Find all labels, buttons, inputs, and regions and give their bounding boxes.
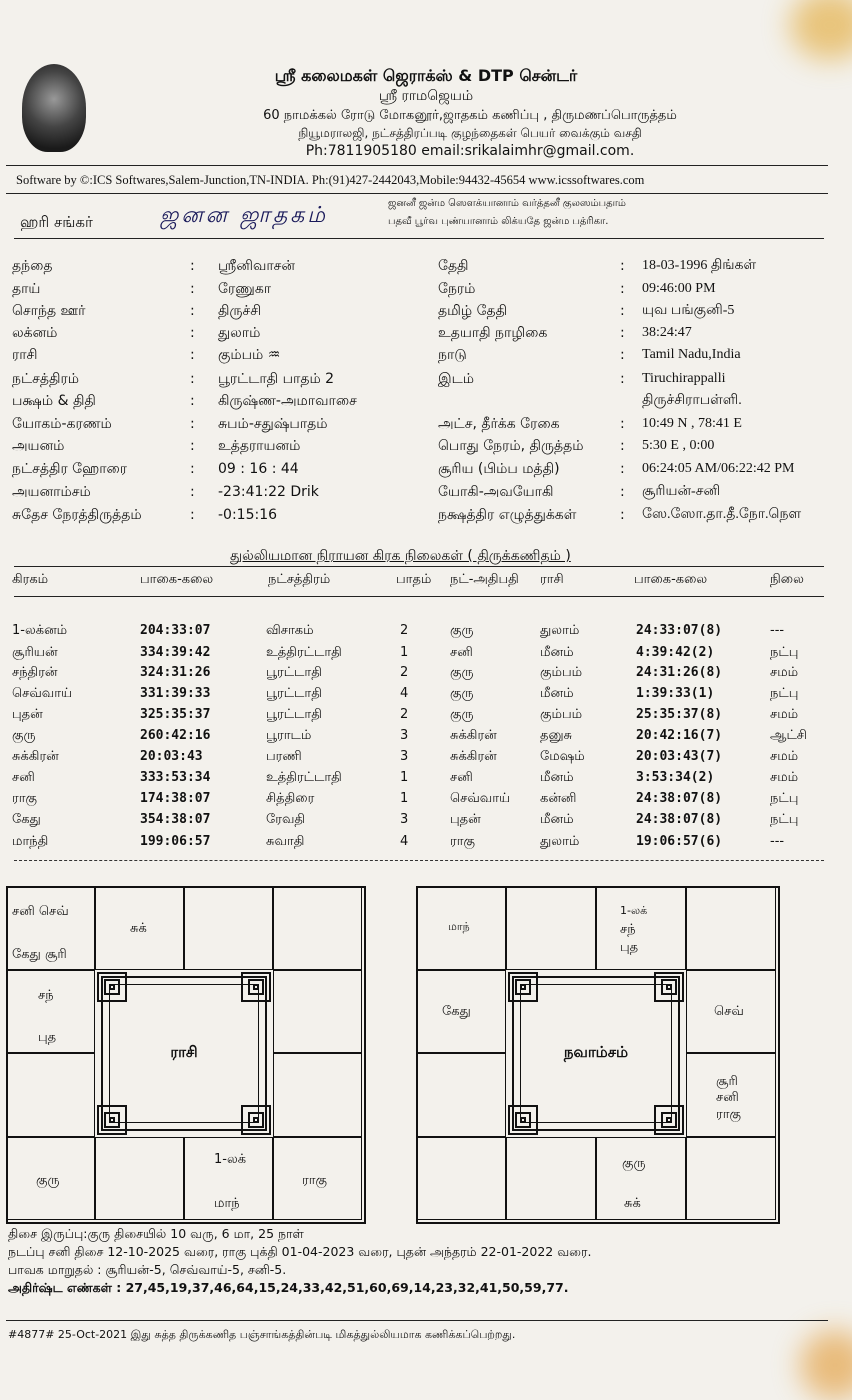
detail-value: ஸே.ஸோ.தா.தீ.நோ.நௌ [642, 507, 802, 522]
rasi-planet: குரு [36, 1173, 60, 1188]
chart-corner-ornament [508, 972, 538, 1002]
table-cell: 2 [400, 623, 409, 638]
lucky-numbers: அதிர்ஷ்ட எண்கள் : 27,45,19,37,46,64,15,24,33,42,51,60,69,14,23,32,41,50,59,77. [8, 1280, 569, 1295]
table-cell: கும்பம் [540, 707, 583, 722]
table-cell: குரு [450, 665, 474, 680]
table-header: நிலை [770, 572, 804, 587]
colon: : [620, 281, 625, 297]
detail-label: அயனாம்சம் [12, 484, 91, 500]
divider [6, 193, 828, 194]
table-cell: சந்திரன் [12, 665, 58, 680]
computation-note: #4877# 25-Oct-2021 இது சுத்த திருக்கணித பஞ்சாங்கத்தின்படி மிகத்துல்லியமாக கணிக்கப்பெற்றது. [8, 1328, 516, 1341]
colon: : [620, 438, 625, 454]
chart-house [416, 1137, 506, 1221]
navamsa-planet: மாந் [448, 920, 470, 933]
detail-label: யோகம்-கரணம் [12, 416, 112, 432]
table-cell: 325:35:37 [140, 707, 211, 722]
table-cell: ஆட்சி [770, 728, 807, 743]
bhava-change: பாவக மாறுதல் : சூரியன்-5, செவ்வாய்-5, சனி-5. [8, 1262, 287, 1277]
table-cell: கன்னி [540, 791, 577, 806]
divider [14, 238, 824, 239]
table-cell: மாந்தி [12, 834, 49, 849]
table-cell: குரு [450, 623, 474, 638]
detail-value: ஸ்ரீனிவாசன் [218, 258, 295, 274]
colon: : [620, 347, 625, 363]
table-cell: மீனம் [540, 645, 574, 660]
document-title: ஜனன ஜாதகம் [160, 203, 328, 228]
table-cell: குரு [450, 686, 474, 701]
table-cell: 174:38:07 [140, 791, 211, 806]
rasi-planet: ராகு [302, 1173, 327, 1188]
chart-corner-ornament [241, 972, 271, 1002]
table-cell: 331:39:33 [140, 686, 211, 701]
table-header: நட்-அதிபதி [450, 572, 519, 587]
detail-label: அட்ச, தீர்க்க ரேகை [438, 416, 560, 432]
table-cell: மீனம் [540, 812, 574, 827]
colon: : [620, 507, 625, 523]
detail-value: Tiruchirappalli [642, 371, 726, 386]
chart-house [95, 1137, 184, 1221]
table-cell: கேது [12, 812, 41, 827]
chart-house [506, 1137, 596, 1221]
table-cell: 1 [400, 645, 409, 660]
divider [14, 596, 824, 597]
detail-label: உதயாதி நாழிகை [438, 325, 548, 341]
table-cell: 20:03:43(7) [636, 749, 723, 764]
colon: : [620, 258, 625, 274]
table-cell: விசாகம் [266, 623, 314, 638]
detail-label: சொந்த ஊர் [12, 303, 86, 319]
detail-value: சூரியன்-சனி [642, 484, 721, 499]
colon: : [190, 325, 195, 341]
table-cell: துலாம் [540, 834, 580, 849]
shop-name: ஸ்ரீ கலைமகள் ஜெராக்ஸ் & DTP சென்டர் [274, 66, 578, 85]
table-cell: நட்பு [770, 791, 799, 806]
detail-label: நக்ஷத்திர எழுத்துக்கள் [438, 507, 577, 523]
rasi-planet: புத [38, 1030, 57, 1045]
detail-label: நட்சத்திர ஹோரை [12, 461, 128, 477]
detail-value: 10:49 N , 78:41 E [642, 416, 742, 431]
table-cell: 334:39:42 [140, 645, 211, 660]
planet-table-title: துல்லியமான நிராயன கிரக நிலைகள் ( திருக்கணிதம் ) [230, 548, 571, 564]
colon: : [620, 303, 625, 319]
contact-line: Ph:7811905180 email:srikalaimhr@gmail.com. [305, 143, 635, 159]
chart-house [273, 970, 362, 1054]
chart-corner-ornament [97, 972, 127, 1002]
navamsa-planet: சுக் [624, 1196, 641, 1211]
detail-value: கிருஷ்ண-அமாவாசை [218, 393, 357, 409]
navamsa-title: நவாம்சம் [563, 1043, 629, 1061]
detail-label: நேரம் [438, 281, 476, 297]
table-cell: சனி [12, 770, 35, 785]
colon: : [190, 461, 195, 477]
table-cell: உத்திரட்டாதி [266, 645, 342, 660]
table-cell: புதன் [12, 707, 43, 722]
chart-house [416, 1053, 506, 1137]
detail-value: 09:46:00 PM [642, 281, 716, 296]
services-line: நியூமராலஜி, நட்சத்திரப்படி குழந்தைகள் பெயர் வைக்கும் வசதி [298, 126, 642, 140]
table-cell: கும்பம் [540, 665, 583, 680]
detail-label: தந்தை [12, 258, 53, 274]
table-cell: சுவாதி [266, 834, 305, 849]
table-cell: 1 [400, 791, 409, 806]
detail-value: -0:15:16 [218, 507, 278, 523]
chart-corner-ornament [654, 972, 684, 1002]
navamsa-planet: குரு [622, 1156, 646, 1171]
colon: : [190, 507, 195, 523]
table-cell: 2 [400, 707, 409, 722]
chart-house [596, 1137, 686, 1221]
divider [6, 165, 828, 166]
software-line: Software by ©:ICS Softwares,Salem-Junction,TN-INDIA. Ph:(91)427-2442043,Mobile:94432-45654 www.icssoftwares.com [16, 173, 645, 187]
detail-value: சுபம்-சதுஷ்பாதம் [218, 416, 328, 432]
colon: : [190, 393, 195, 409]
table-cell: சூரியன் [12, 645, 58, 660]
table-cell: 1-லக்னம் [12, 623, 68, 638]
table-header: பாகை-கலை [140, 572, 214, 587]
table-cell: பூரட்டாதி [266, 686, 322, 701]
table-cell: பூரட்டாதி [266, 707, 322, 722]
table-cell: 3 [400, 812, 409, 827]
detail-value: 09 : 16 : 44 [218, 461, 299, 477]
chart-house [273, 886, 362, 970]
table-cell: 3:53:34(2) [636, 770, 715, 785]
table-cell: செவ்வாய் [450, 791, 511, 806]
detail-label: தமிழ் தேதி [438, 303, 508, 319]
detail-label: நட்சத்திரம் [12, 371, 79, 387]
table-cell: மேஷம் [540, 749, 585, 764]
table-cell: மீனம் [540, 686, 574, 701]
table-cell: --- [770, 834, 785, 849]
detail-label: தாய் [12, 281, 41, 297]
table-cell: உத்திரட்டாதி [266, 770, 342, 785]
table-cell: பூரட்டாதி [266, 665, 322, 680]
chart-corner-ornament [508, 1105, 538, 1135]
table-cell: 3 [400, 749, 409, 764]
table-cell: 24:31:26(8) [636, 665, 723, 680]
table-header: பாதம் [396, 572, 432, 587]
table-header: ராசி [540, 572, 564, 587]
colon: : [190, 484, 195, 500]
dasa-balance: திசை இருப்பு:குரு திசையில் 10 வரு, 6 மா, 25 நாள் [8, 1226, 304, 1241]
detail-label: தேதி [438, 258, 469, 274]
chart-house [273, 1053, 362, 1137]
table-cell: 2 [400, 665, 409, 680]
rasi-planet: கேது சூரி [12, 947, 67, 962]
detail-value: யுவ பங்குனி-5 [642, 303, 735, 318]
table-cell: 199:06:57 [140, 834, 211, 849]
chart-house [686, 886, 776, 970]
divider [14, 860, 824, 861]
detail-label: அயனம் [12, 438, 65, 454]
detail-value: 38:24:47 [642, 325, 692, 340]
detail-label: ராசி [12, 347, 38, 363]
colon: : [190, 258, 195, 274]
table-cell: 24:38:07(8) [636, 791, 723, 806]
table-cell: நட்பு [770, 686, 799, 701]
detail-label: நாடு [438, 347, 467, 363]
table-cell: ராகு [12, 791, 37, 806]
chart-house [596, 886, 686, 970]
table-cell: சுக்கிரன் [12, 749, 59, 764]
colon: : [620, 461, 625, 477]
table-cell: சமம் [770, 770, 799, 785]
detail-label: பொது நேரம், திருத்தம் [438, 438, 584, 454]
navamsa-planet: கேது [442, 1004, 471, 1019]
colon: : [620, 416, 625, 432]
chart-house [6, 1053, 95, 1137]
invocation: ஸ்ரீ ராமஜெயம் [378, 88, 474, 104]
detail-value: 5:30 E , 0:00 [642, 438, 715, 453]
table-cell: 4:39:42(2) [636, 645, 715, 660]
paper-stain [790, 0, 852, 60]
detail-label: இடம் [438, 371, 475, 387]
table-cell: சமம் [770, 749, 799, 764]
rasi-planet: மாந் [214, 1196, 240, 1211]
detail-value: துலாம் [218, 325, 261, 341]
detail-value: திருச்சி [218, 303, 262, 319]
chart-corner-ornament [654, 1105, 684, 1135]
table-cell: 19:06:57(6) [636, 834, 723, 849]
colon: : [620, 325, 625, 341]
rasi-title: ராசி [170, 1043, 198, 1061]
table-cell: குரு [450, 707, 474, 722]
table-header: பாகை-கலை [634, 572, 708, 587]
table-cell: பூராடம் [266, 728, 312, 743]
table-cell: 4 [400, 834, 409, 849]
table-cell: 333:53:34 [140, 770, 211, 785]
table-cell: 25:35:37(8) [636, 707, 723, 722]
table-cell: 24:33:07(8) [636, 623, 723, 638]
table-cell: நட்பு [770, 645, 799, 660]
chart-corner-ornament [97, 1105, 127, 1135]
rasi-planet: சனி செவ் [12, 904, 69, 919]
detail-value: பூரட்டாதி பாதம் 2 [218, 371, 335, 387]
table-cell: துலாம் [540, 623, 580, 638]
table-cell: 24:38:07(8) [636, 812, 723, 827]
table-cell: சமம் [770, 707, 799, 722]
table-cell: சுக்கிரன் [450, 749, 497, 764]
navamsa-planet: ராகு [716, 1107, 741, 1122]
subject-name: ஹரி சங்கர் [20, 213, 93, 231]
divider [6, 1320, 828, 1321]
table-cell: சமம் [770, 665, 799, 680]
table-cell: சனி [450, 770, 473, 785]
detail-label: யோகி-அவயோகி [438, 484, 554, 500]
table-cell: குரு [12, 728, 36, 743]
divider [14, 566, 824, 567]
detail-value: திருச்சிராபள்ளி. [642, 393, 742, 408]
detail-value: கும்பம் ♒ [218, 347, 281, 363]
table-cell: 20:03:43 [140, 749, 203, 764]
colon: : [620, 484, 625, 500]
detail-label: லக்னம் [12, 325, 58, 341]
table-cell: செவ்வாய் [12, 686, 73, 701]
detail-value: Tamil Nadu,India [642, 347, 741, 362]
table-cell: மீனம் [540, 770, 574, 785]
colon: : [190, 371, 195, 387]
table-cell: 260:42:16 [140, 728, 211, 743]
verse-line: பதவீ பூர்வ புண்யானாம் லிக்யதே ஜன்ம பத்ரிகா. [388, 216, 609, 227]
table-header: நட்சத்திரம் [268, 572, 331, 587]
table-cell: சித்திரை [266, 791, 315, 806]
detail-value: -23:41:22 Drik [218, 484, 319, 500]
navamsa-planet: சூரி [716, 1074, 738, 1089]
detail-label: சூரிய (பிம்ப மத்தி) [438, 461, 560, 477]
chart-house [184, 886, 273, 970]
navamsa-planet: 1-லக் [620, 904, 648, 917]
table-cell: சனி [450, 645, 473, 660]
table-cell: 354:38:07 [140, 812, 211, 827]
detail-value: 18-03-1996 திங்கள் [642, 258, 757, 273]
table-cell: --- [770, 623, 785, 638]
navamsa-planet: புத [620, 940, 639, 955]
table-cell: தனுசு [540, 728, 573, 743]
table-cell: 204:33:07 [140, 623, 211, 638]
colon: : [190, 416, 195, 432]
colon: : [190, 303, 195, 319]
navamsa-planet: சனி [716, 1090, 739, 1105]
colon: : [190, 281, 195, 297]
table-cell: 1:39:33(1) [636, 686, 715, 701]
table-cell: 3 [400, 728, 409, 743]
detail-value: 06:24:05 AM/06:22:42 PM [642, 461, 795, 476]
table-cell: 324:31:26 [140, 665, 211, 680]
detail-value: உத்தராயனம் [218, 438, 301, 454]
chart-house [506, 886, 596, 970]
verse-line: ஜனனீ ஜன்ம ஸௌக்யானாம் வர்த்தனீ குலஸம்பதாம் [388, 198, 626, 209]
table-cell: 4 [400, 686, 409, 701]
address-line: 60 நாமக்கல் ரோடு மோகனூர்,ஜாதகம் கணிப்பு , திருமணப்பொருத்தம் [263, 108, 677, 123]
navamsa-planet: சந் [620, 922, 636, 937]
colon: : [190, 438, 195, 454]
table-cell: சுக்கிரன் [450, 728, 497, 743]
navamsa-planet: செவ் [714, 1004, 744, 1019]
current-dasa: நடப்பு சனி திசை 12-10-2025 வரை, ராகு புக்தி 01-04-2023 வரை, புதன் அந்தரம் 22-01-2022 வரை. [8, 1244, 592, 1259]
paper-stain [800, 1330, 852, 1400]
detail-value: ரேணுகா [218, 281, 272, 297]
table-cell: நட்பு [770, 812, 799, 827]
table-cell: பரணி [266, 749, 302, 764]
table-cell: 20:42:16(7) [636, 728, 723, 743]
rasi-planet: 1-லக் [214, 1152, 247, 1167]
colon: : [190, 347, 195, 363]
colon: : [620, 371, 625, 387]
rasi-planet: சந் [38, 988, 54, 1003]
chart-house [686, 1137, 776, 1221]
detail-label: பக்ஷம் & திதி [12, 393, 96, 409]
table-cell: புதன் [450, 812, 481, 827]
detail-label: சுதேச நேரத்திருத்தம் [12, 507, 142, 523]
table-cell: ராகு [450, 834, 475, 849]
table-header: கிரகம் [12, 572, 49, 587]
table-cell: ரேவதி [266, 812, 306, 827]
table-cell: 1 [400, 770, 409, 785]
rasi-planet: சுக் [130, 921, 147, 936]
chart-corner-ornament [241, 1105, 271, 1135]
